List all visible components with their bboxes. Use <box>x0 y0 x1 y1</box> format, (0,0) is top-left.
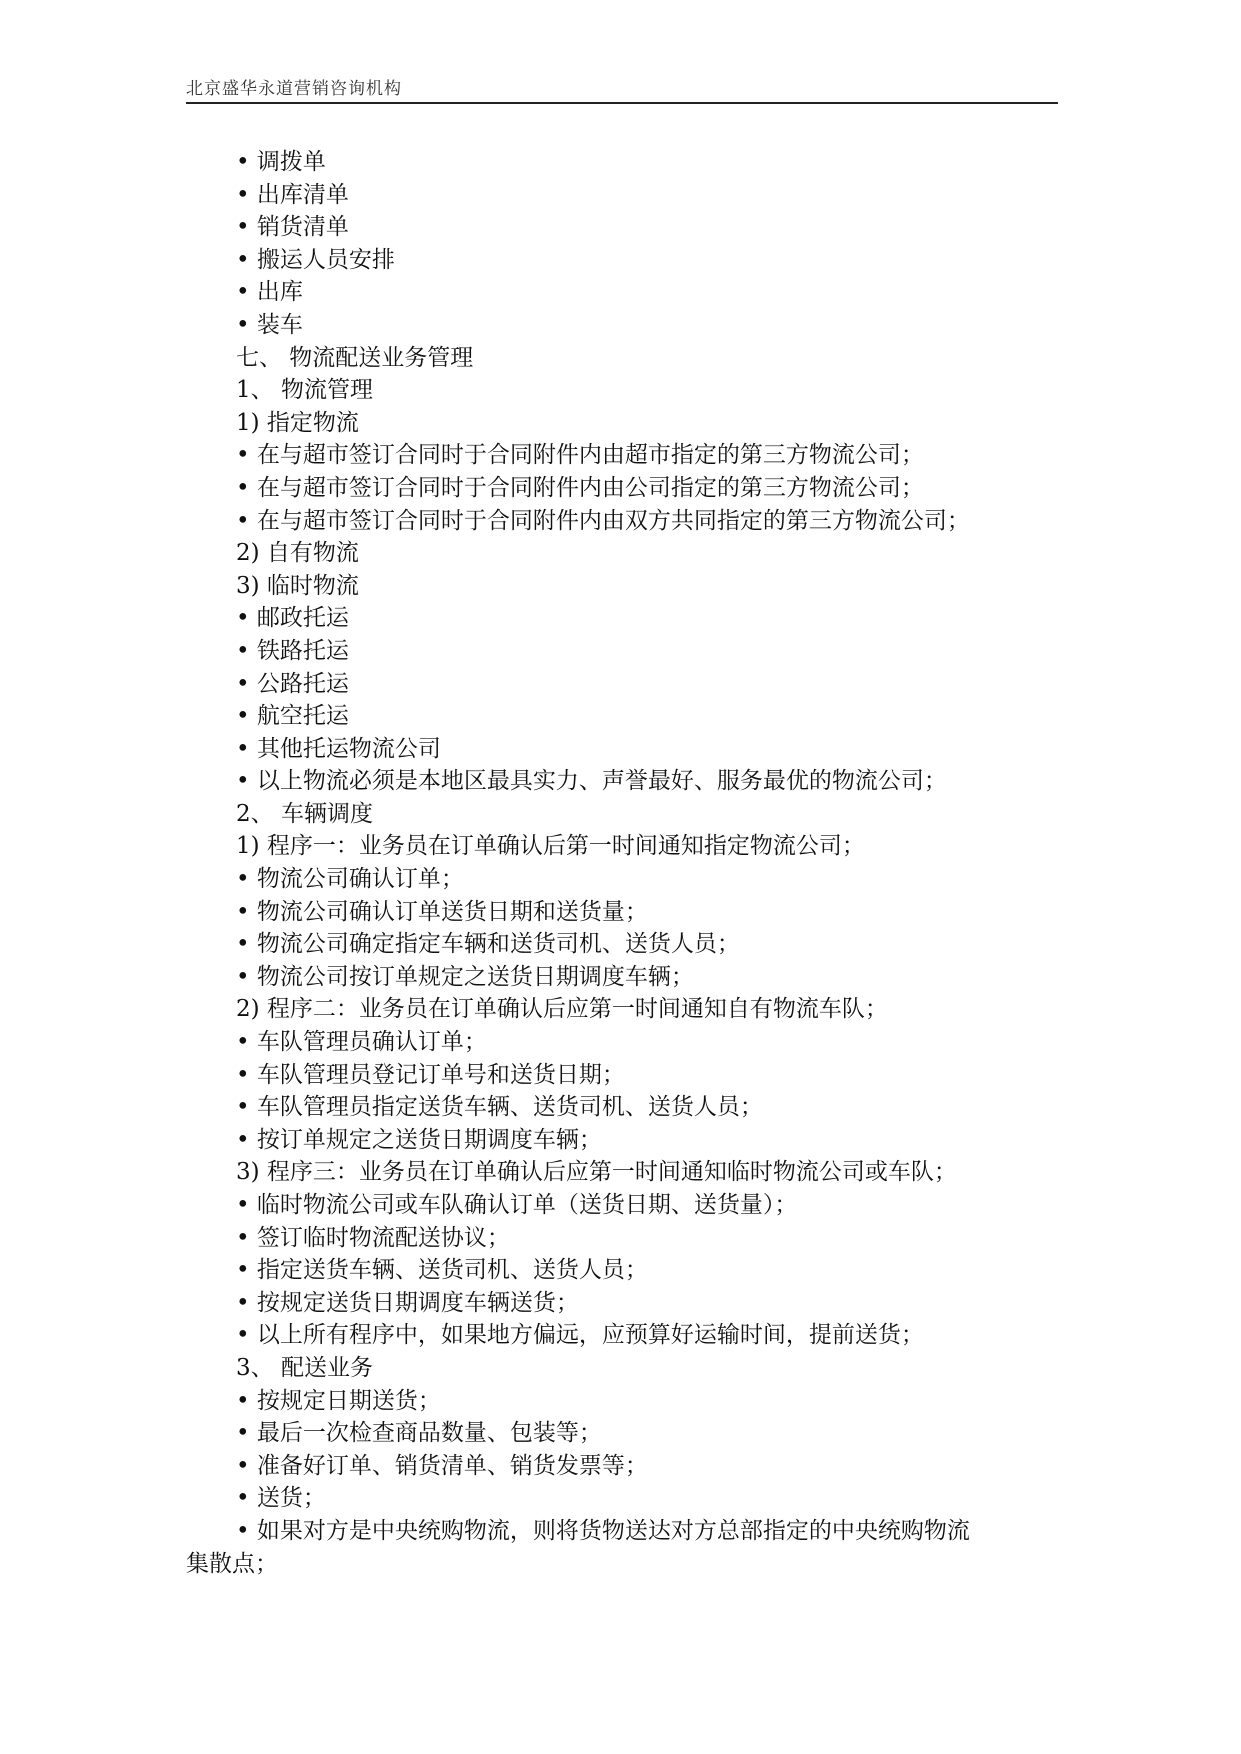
list-item: • 搬运人员安排 <box>236 246 395 273</box>
numbered-item: 3) 程序三：业务员在订单确认后应第一时间通知临时物流公司或车队； <box>236 1159 957 1186</box>
list-item: • 铁路托运 <box>236 637 349 664</box>
list-item: • 物流公司确认订单送货日期和送货量； <box>236 898 648 925</box>
subsection-heading: 1、 物流管理 <box>236 377 373 404</box>
list-item: • 调拨单 <box>236 149 326 175</box>
list-item: • 准备好订单、销货清单、销货发票等； <box>236 1452 648 1479</box>
list-item: • 出库 <box>236 279 303 306</box>
numbered-item: 2) 程序二：业务员在订单确认后应第一时间通知自有物流车队； <box>236 996 888 1023</box>
list-item: • 签订临时物流配送协议； <box>236 1224 510 1251</box>
list-item: • 在与超市签订合同时于合同附件内由超市指定的第三方物流公司； <box>236 442 924 469</box>
document-body <box>186 146 1056 1580</box>
list-item: • 物流公司确认订单； <box>236 866 464 893</box>
numbered-item: 3) 临时物流 <box>236 572 359 599</box>
header-organization: 北京盛华永道营销咨询机构 <box>186 79 402 99</box>
subsection-heading: 3、 配送业务 <box>236 1354 373 1381</box>
list-item: • 按订单规定之送货日期调度车辆； <box>236 1126 602 1153</box>
list-item: • 其他托运物流公司 <box>236 735 441 762</box>
list-item: • 以上所有程序中，如果地方偏远，应预算好运输时间，提前送货； <box>236 1322 924 1349</box>
list-item: • 装车 <box>236 311 303 338</box>
list-item: • 如果对方是中央统购物流，则将货物送达对方总部指定的中央统购物流 <box>236 1517 970 1544</box>
list-item: • 车队管理员确认订单； <box>236 1029 487 1056</box>
numbered-item: 2) 自有物流 <box>236 540 359 567</box>
list-item: • 在与超市签订合同时于合同附件内由双方共同指定的第三方物流公司； <box>236 507 970 534</box>
list-item: • 销货清单 <box>236 214 349 241</box>
list-item: • 公路托运 <box>236 670 349 697</box>
numbered-item: 1) 程序一：业务员在订单确认后第一时间通知指定物流公司； <box>236 833 865 860</box>
list-item: • 物流公司确定指定车辆和送货司机、送货人员； <box>236 931 740 958</box>
list-item: • 车队管理员登记订单号和送货日期； <box>236 1061 625 1088</box>
list-item: • 按规定日期送货； <box>236 1387 441 1414</box>
list-item: • 邮政托运 <box>236 605 349 632</box>
list-item: • 航空托运 <box>236 703 349 730</box>
list-item: • 在与超市签订合同时于合同附件内由公司指定的第三方物流公司； <box>236 474 924 501</box>
list-item-continuation: 集散点； <box>186 1550 278 1577</box>
list-item: • 最后一次检查商品数量、包装等； <box>236 1420 602 1447</box>
list-item: • 出库清单 <box>236 181 349 208</box>
numbered-item: 1) 指定物流 <box>236 409 359 436</box>
list-item: • 临时物流公司或车队确认订单（送货日期、送货量）； <box>236 1192 798 1218</box>
list-item: • 以上物流必须是本地区最具实力、声誉最好、服务最优的物流公司； <box>236 768 947 795</box>
list-item: • 送货； <box>236 1485 326 1512</box>
list-item: • 按规定送货日期调度车辆送货； <box>236 1289 579 1316</box>
section-heading: 七、 物流配送业务管理 <box>236 344 474 371</box>
list-item: • 车队管理员指定送货车辆、送货司机、送货人员； <box>236 1094 763 1121</box>
subsection-heading: 2、 车辆调度 <box>236 800 373 827</box>
list-item: • 指定送货车辆、送货司机、送货人员； <box>236 1257 648 1284</box>
list-item: • 物流公司按订单规定之送货日期调度车辆； <box>236 963 694 990</box>
page-header <box>186 72 1058 104</box>
